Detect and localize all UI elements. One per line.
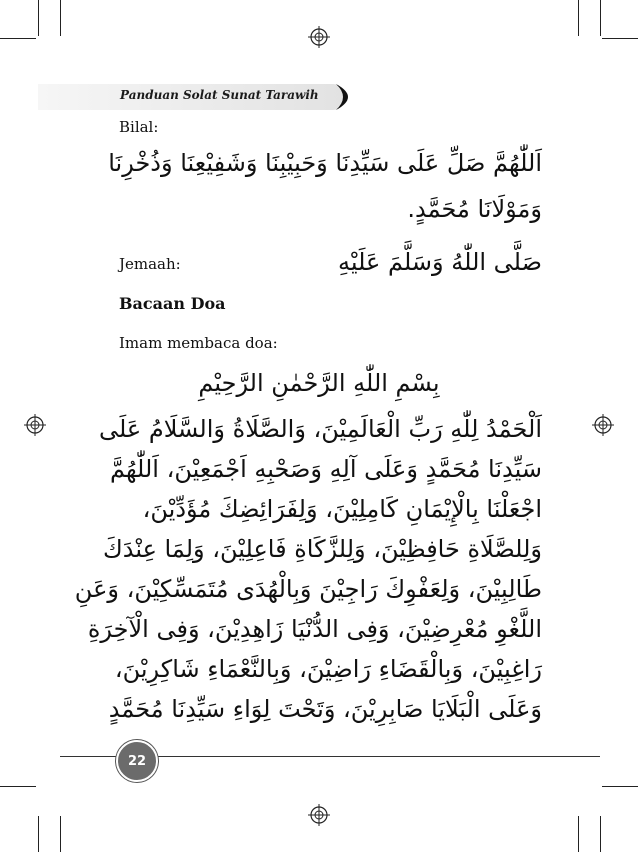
doa-line: اللَّغْوِ مُعْرِضِيْنَ، وَفِى الدُّنْيَا زَاهِدِيْنَ، وَفِى الْآخِرَةِ (87, 615, 542, 643)
registration-mark-icon (308, 804, 330, 826)
page-number: 22 (127, 753, 147, 769)
section-heading: Bacaan Doa (119, 294, 226, 313)
bilal-label: Bilal: (119, 118, 159, 136)
crop-mark (600, 0, 601, 36)
doa-line: اَلْحَمْدُ لِلّٰهِ رَبِّ الْعَالَمِيْنَ، وَالصَّلَاةُ وَالسَّلَامُ عَلَى (98, 415, 542, 443)
jemaah-label: Jemaah: (119, 255, 181, 273)
doa-line: وَعَلَى الْبَلَايَا صَابِرِيْنَ، وَتَحْتَ لِوَاءِ سَيِّدِنَا مُحَمَّدٍ (108, 695, 542, 723)
section-intro: Imam membaca doa: (119, 334, 278, 352)
bilal-arabic-line: اَللّٰهُمَّ صَلِّ عَلَى سَيِّدِنَا وَحَبِيْبِنَا وَشَفِيْعِنَا وَذُخْرِنَا (108, 149, 542, 177)
crop-mark (0, 786, 36, 787)
doa-line: سَيِّدِنَا مُحَمَّدٍ وَعَلَى آلِهِ وَصَحْبِهِ اَجْمَعِيْنَ، اَللّٰهُمَّ (110, 455, 542, 483)
bilal-arabic-line: وَمَوْلَانَا مُحَمَّدٍ. (407, 195, 542, 223)
doa-line: رَاغِبِيْنَ، وَبِالْقَضَاءِ رَاضِيْنَ، وَبِالنَّعْمَاءِ شَاكِرِيْنَ، (114, 655, 542, 683)
registration-mark-icon (308, 26, 330, 48)
crop-mark (38, 0, 39, 36)
crop-mark (600, 816, 601, 852)
crop-mark (602, 786, 638, 787)
crop-mark (0, 38, 36, 39)
registration-mark-icon (592, 414, 614, 436)
page-number-badge (116, 740, 158, 782)
crop-mark (578, 0, 579, 36)
crop-mark (578, 816, 579, 852)
basmalah: بِسْمِ اللّٰهِ الرَّحْمٰنِ الرَّحِيْمِ (198, 369, 440, 397)
running-header-title: Panduan Solat Sunat Tarawih (120, 88, 319, 102)
doa-line: طَالِبِيْنَ، وَلِعَفْوِكَ رَاجِيْنَ وَبِالْهُدَى مُتَمَسِّكِيْنَ، وَعَنِ (74, 575, 542, 603)
crop-mark (602, 38, 638, 39)
doa-line: اجْعَلْنَا بِالْإِيْمَانِ كَامِلِيْنَ، وَلِفَرَائِضِكَ مُؤَدِّيْنَ، (142, 495, 542, 523)
registration-mark-icon (24, 414, 46, 436)
jemaah-arabic-response: صَلَّى اللّٰهُ وَسَلَّمَ عَلَيْهِ (338, 248, 542, 276)
crop-mark (38, 816, 39, 852)
crop-mark (60, 0, 61, 36)
crop-mark (60, 816, 61, 852)
doa-line: وَلِلصَّلَاةِ حَافِظِيْنَ، وَلِلزَّكَاةِ فَاعِلِيْنَ، وَلِمَا عِنْدَكَ (102, 535, 542, 563)
header-arc-icon (330, 82, 364, 112)
